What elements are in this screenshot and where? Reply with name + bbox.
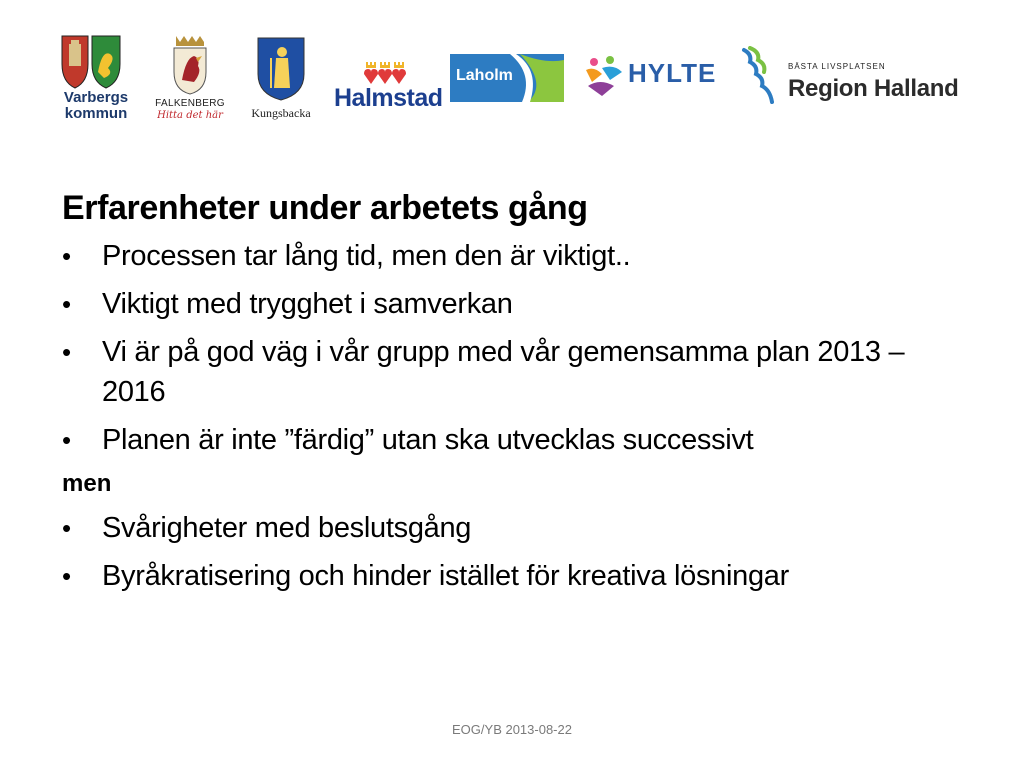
list-item: • Svårigheter med beslutsgång: [62, 508, 1002, 548]
falkenberg-tagline: Hitta det här: [157, 110, 223, 121]
laholm-logo: [450, 54, 564, 102]
halmstad-logo: [334, 56, 443, 112]
falkenberg-coat-of-arms-icon: [148, 34, 232, 96]
list-item: • Byråkratisering och hinder istället för kreativa lösningar: [62, 556, 1002, 596]
laholm-name: Laholm: [456, 67, 513, 84]
varberg-logo: [58, 34, 134, 130]
halmstad-name: Halmstad: [334, 84, 443, 112]
region-halland-tagline: BÄSTA LIVSPLATSEN: [788, 62, 886, 71]
bullet-icon: •: [62, 337, 71, 367]
hylte-logo: [580, 52, 728, 98]
region-halland-logo: [738, 46, 958, 108]
separator-label: men: [62, 470, 112, 497]
varberg-wordmark: Varbergs kommun: [63, 89, 129, 122]
falkenberg-logo: [148, 34, 232, 130]
bullet-icon: •: [62, 425, 71, 455]
list-item: • Planen är inte ”färdig” utan ska utvecklas successivt: [62, 420, 1002, 460]
bullet-icon: •: [62, 561, 71, 591]
hylte-figures-icon: [580, 52, 628, 98]
list-item: • Processen tar lång tid, men den är viktigt..: [62, 236, 1002, 276]
halmstad-hearts-icon: [334, 56, 434, 86]
kungsbacka-name: Kungsbacka: [251, 106, 311, 120]
list-item: • Vi är på god väg i vår grupp med vår gemensamma plan 2013 – 2016: [62, 332, 952, 412]
bullet-icon: •: [62, 289, 71, 319]
logo-row: [0, 0, 1024, 140]
bullet-icon: •: [62, 241, 71, 271]
varberg-coat-of-arms-icon: [58, 34, 134, 90]
region-halland-name: Region Halland: [788, 75, 959, 102]
slide-heading: Erfarenheter under arbetets gång: [62, 189, 588, 227]
bullet-icon: •: [62, 513, 71, 543]
slide-content: [62, 186, 1002, 604]
kungsbacka-coat-of-arms-icon: [246, 36, 316, 102]
halland-map-icon: [738, 46, 786, 108]
falkenberg-name: FALKENBERG: [155, 98, 225, 109]
bullet-list-top: [62, 236, 1002, 460]
hylte-name: HYLTE: [628, 58, 717, 88]
bullet-list-bottom: [62, 508, 1002, 596]
slide-footer: EOG/YB 2013-08-22: [452, 722, 572, 737]
kungsbacka-logo: [246, 36, 316, 128]
list-item: • Viktigt med trygghet i samverkan: [62, 284, 1002, 324]
